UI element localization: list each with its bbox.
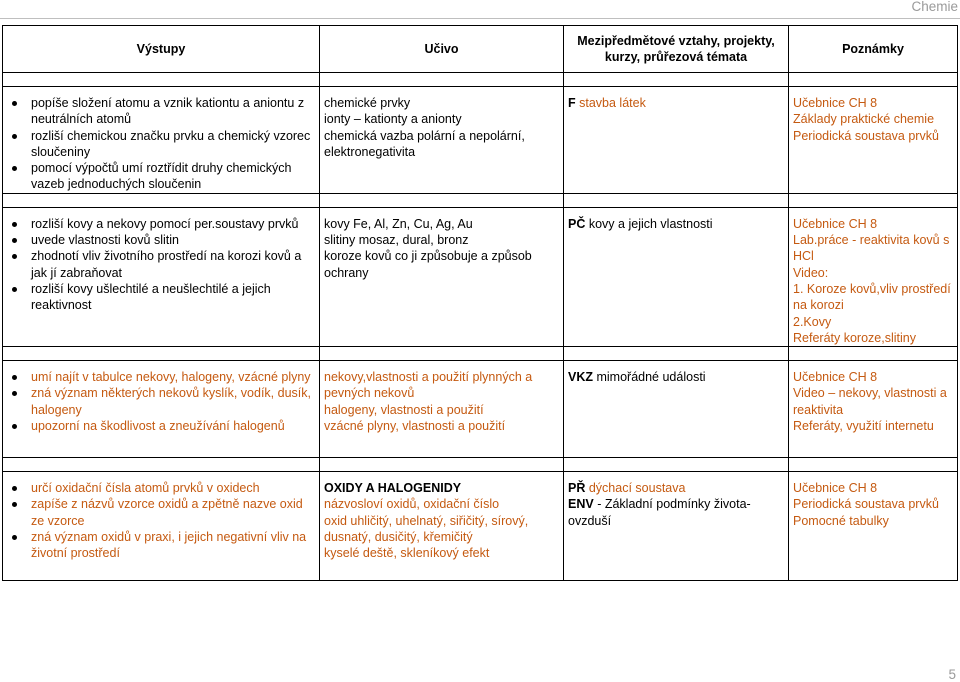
note-item: Periodická soustava prvků bbox=[793, 497, 939, 512]
list-item: zapíše z názvů vzorce oxidů a zpětně nazve oxid ze vzorce bbox=[31, 496, 315, 529]
list-item: zná význam některých nekovů kyslík, vodík, dusík, halogeny bbox=[31, 385, 315, 418]
subject-code: PČ bbox=[568, 216, 586, 231]
list-item: zná význam oxidů v praxi, i jejich negativní vliv na životní prostředí bbox=[31, 529, 315, 562]
curriculum-table bbox=[2, 25, 958, 581]
note-item: Učebnice CH 8 bbox=[793, 481, 878, 496]
poznamky-cell bbox=[789, 361, 958, 458]
subject-text: mimořádné události bbox=[596, 370, 706, 385]
ucivo-item: chemická vazba polární a nepolární, elektronegativita bbox=[324, 128, 525, 159]
vystupy-cell bbox=[3, 361, 320, 458]
ucivo-item: chemické prvky bbox=[324, 96, 411, 110]
subject-code: VKZ bbox=[568, 370, 593, 385]
vystupy-cell bbox=[3, 207, 320, 346]
list-item: pomocí výpočtů umí roztřídit druhy chemických vazeb jednoduchých sloučenin bbox=[31, 160, 315, 193]
note-item: Video – nekovy, vlastnosti a reaktivita bbox=[793, 386, 947, 417]
poznamky-cell bbox=[789, 207, 958, 346]
list-item: rozliší chemickou značku prvku a chemický vzorec sloučeniny bbox=[31, 128, 315, 161]
subject-code: ENV bbox=[568, 497, 594, 512]
poznamky-cell bbox=[789, 472, 958, 581]
ucivo-item: nekovy,vlastnosti a použití plynných a pevných nekovů bbox=[324, 370, 533, 401]
header-divider bbox=[0, 18, 960, 19]
vystupy-cell bbox=[3, 472, 320, 581]
subject-text: stavba látek bbox=[579, 96, 646, 110]
note-item: Učebnice CH 8 bbox=[793, 216, 878, 231]
header-vystupy: Výstupy bbox=[3, 26, 320, 73]
ucivo-cell bbox=[320, 472, 564, 581]
table-row bbox=[3, 361, 958, 458]
ucivo-item: kyselé deště, skleníkový efekt bbox=[324, 546, 490, 561]
note-item: Lab.práce - reaktivita kovů s HCl bbox=[793, 233, 950, 264]
mezipredmetove-cell bbox=[564, 207, 789, 346]
subject-text: - Základní podmínky života-ovzduší bbox=[568, 497, 751, 528]
mezipredmetove-cell bbox=[564, 361, 789, 458]
subject-code: PŘ bbox=[568, 481, 586, 496]
header-mezipredmetove-line1: Mezipředmětové vztahy, projekty, bbox=[577, 34, 775, 48]
poznamky-cell bbox=[789, 87, 958, 194]
note-item: Učebnice CH 8 bbox=[793, 370, 878, 385]
note-item: Základy praktické chemie bbox=[793, 112, 935, 127]
list-item: upozorní na škodlivost a zneužívání halogenů bbox=[31, 418, 315, 434]
table-header-row bbox=[3, 26, 958, 73]
ucivo-item: názvosloví oxidů, oxidační číslo bbox=[324, 497, 500, 512]
note-item: Referáty koroze,slitiny bbox=[793, 330, 916, 345]
subject-code: F bbox=[568, 96, 576, 110]
header-poznamky: Poznámky bbox=[789, 26, 958, 73]
ucivo-cell bbox=[320, 207, 564, 346]
ucivo-cell bbox=[320, 87, 564, 194]
mezipredmetove-cell bbox=[564, 87, 789, 194]
ucivo-item: vzácné plyny, vlastnosti a použití bbox=[324, 419, 506, 434]
ucivo-cell bbox=[320, 361, 564, 458]
note-item: Pomocné tabulky bbox=[793, 513, 889, 528]
page-number: 5 bbox=[948, 667, 956, 682]
subject-text: dýchací soustava bbox=[588, 481, 686, 496]
list-item: zhodnotí vliv životního prostředí na korozi kovů a jak jí zabraňovat bbox=[31, 248, 315, 281]
header-ucivo: Učivo bbox=[320, 26, 564, 73]
subject-text: kovy a jejich vlastnosti bbox=[588, 216, 713, 231]
note-item: 2.Kovy bbox=[793, 314, 832, 329]
ucivo-item: ionty – kationty a anionty bbox=[324, 112, 462, 127]
ucivo-item: slitiny mosaz, dural, bronz bbox=[324, 233, 469, 248]
ucivo-item: koroze kovů co ji způsobuje a způsob ochrany bbox=[324, 249, 532, 280]
page-header-title: Chemie bbox=[911, 0, 958, 14]
table-row bbox=[3, 207, 958, 346]
ucivo-item: halogeny, vlastnosti a použití bbox=[324, 402, 484, 417]
header-mezipredmetove-line2: kurzy, průřezová témata bbox=[604, 50, 748, 64]
ucivo-item: oxid uhličitý, uhelnatý, siřičitý, sírový, dusnatý, dusičitý, křemičitý bbox=[324, 513, 529, 545]
note-item: Referáty, využití internetu bbox=[793, 419, 934, 434]
note-item: Periodická soustava prvků bbox=[793, 128, 939, 143]
list-item: rozliší kovy a nekovy pomocí per.soustavy prvků bbox=[31, 216, 315, 232]
list-item: uvede vlastnosti kovů slitin bbox=[31, 232, 315, 248]
ucivo-title: OXIDY A HALOGENIDY bbox=[324, 481, 462, 496]
list-item: umí najít v tabulce nekovy, halogeny, vzácné plyny bbox=[31, 369, 315, 385]
table-row bbox=[3, 87, 958, 194]
mezipredmetove-cell bbox=[564, 472, 789, 581]
note-item: Video: bbox=[793, 265, 829, 280]
note-item: Učebnice CH 8 bbox=[793, 96, 878, 110]
note-item: 1. Koroze kovů,vliv prostředí na korozi bbox=[793, 281, 951, 313]
list-item: určí oxidační čísla atomů prvků v oxidech bbox=[31, 480, 315, 496]
header-mezipredmetove bbox=[564, 26, 789, 73]
list-item: popíše složení atomu a vznik kationtu a aniontu z neutrálních atomů bbox=[31, 95, 315, 128]
list-item: rozliší kovy ušlechtilé a neušlechtilé a jejich reaktivnost bbox=[31, 281, 315, 314]
ucivo-item: kovy Fe, Al, Zn, Cu, Ag, Au bbox=[324, 216, 473, 231]
table-row bbox=[3, 472, 958, 581]
vystupy-cell bbox=[3, 87, 320, 194]
